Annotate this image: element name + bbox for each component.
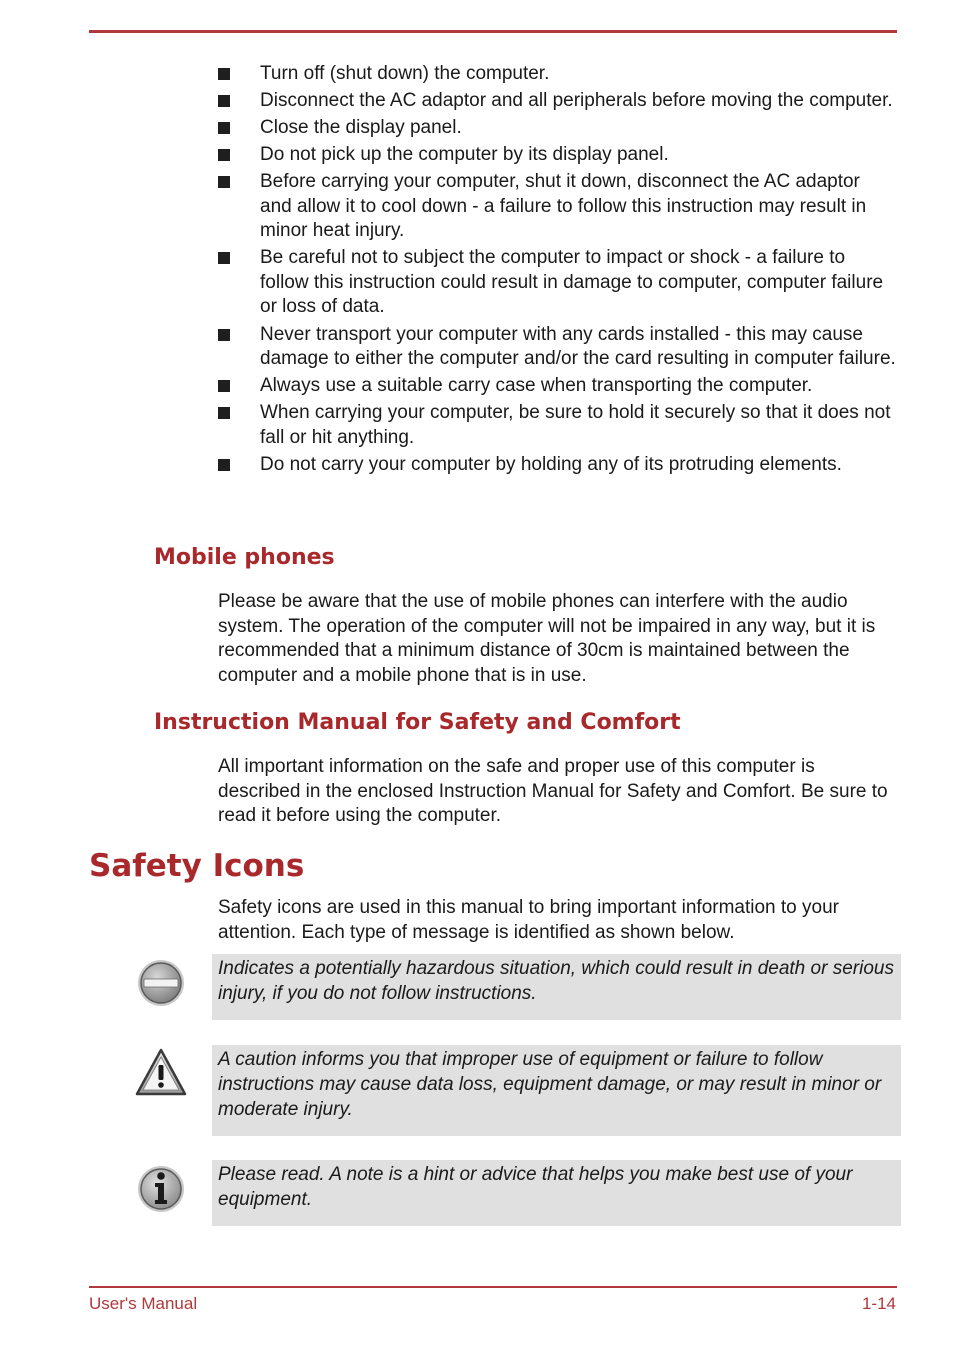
square-bullet-icon bbox=[218, 329, 230, 341]
list-item-text: Disconnect the AC adaptor and all peripherals before moving the computer. bbox=[260, 90, 893, 112]
square-bullet-icon bbox=[218, 459, 230, 471]
caution-notice-text: A caution informs you that improper use of equipment or failure to follow instructions may cause data loss, equipment damage, or may result in minor or moderate injury. bbox=[218, 1049, 882, 1120]
footer-title: User's Manual bbox=[89, 1294, 198, 1313]
caution-notice bbox=[212, 1045, 901, 1136]
list-item-text: Do not carry your computer by holding any of its protruding elements. bbox=[260, 453, 842, 475]
list-item-text: Before carrying your computer, shut it down, disconnect the AC adaptor and allow it to cool down - a failure to follow this instruction may result in minor heat injury. bbox=[260, 171, 867, 242]
bullet-list bbox=[216, 62, 896, 480]
square-bullet-icon bbox=[218, 252, 230, 264]
list-item-text: Close the display panel. bbox=[260, 117, 462, 139]
note-notice-text: Please read. A note is a hint or advice that helps you make best use of your equipment. bbox=[218, 1164, 853, 1210]
footer-rule bbox=[89, 1286, 897, 1288]
list-item bbox=[216, 246, 896, 320]
instruction-manual-paragraph: All important information on the safe and proper use of this computer is described in the enclosed Instruction Manual for Safety and Comfort. Be sure to read it before using the computer. bbox=[218, 756, 888, 826]
list-item-text: Always use a suitable carry case when transporting the computer. bbox=[260, 375, 813, 397]
square-bullet-icon bbox=[218, 407, 230, 419]
list-item bbox=[216, 143, 896, 168]
square-bullet-icon bbox=[218, 176, 230, 188]
list-item bbox=[216, 116, 896, 141]
list-item bbox=[216, 374, 896, 399]
list-item-text: Be careful not to subject the computer to impact or shock - a failure to follow this instruction could result in damage to computer, computer failure or loss of data. bbox=[260, 247, 884, 318]
page-number: 1-14 bbox=[861, 1294, 896, 1313]
list-item bbox=[216, 401, 896, 450]
square-bullet-icon bbox=[218, 149, 230, 161]
square-bullet-icon bbox=[218, 380, 230, 392]
caution-icon bbox=[134, 1046, 188, 1100]
square-bullet-icon bbox=[218, 122, 230, 134]
list-item bbox=[216, 89, 896, 114]
info-icon bbox=[134, 1161, 188, 1215]
mobile-phones-paragraph: Please be aware that the use of mobile phones can interfere with the audio system. The operation of the computer will not be impaired in any way, but it is recommended that a minimum distance of 30cm is maintained between the computer and a mobile phone that is in use. bbox=[218, 591, 876, 686]
header-rule bbox=[89, 30, 897, 33]
list-item-text: Turn off (shut down) the computer. bbox=[260, 63, 550, 84]
page-title: Safety Icons bbox=[89, 848, 305, 884]
section-heading-mobile-phones: Mobile phones bbox=[154, 545, 335, 570]
warning-notice-text: Indicates a potentially hazardous situation, which could result in death or serious injury, if you do not follow instructions. bbox=[218, 958, 894, 1004]
safety-icons-intro: Safety icons are used in this manual to bring important information to your attention. Each type of message is identified as shown below. bbox=[218, 897, 839, 943]
note-notice bbox=[212, 1160, 901, 1226]
list-item-text: Do not pick up the computer by its display panel. bbox=[260, 144, 669, 166]
list-item bbox=[216, 453, 896, 478]
list-item-text: Never transport your computer with any cards installed - this may cause damage to either the computer and/or the card resulting in computer failure. bbox=[260, 323, 896, 370]
square-bullet-icon bbox=[218, 68, 230, 80]
list-item bbox=[216, 323, 896, 372]
list-item-text: When carrying your computer, be sure to hold it securely so that it does not fall or hit anything. bbox=[260, 402, 891, 448]
warning-notice bbox=[212, 954, 901, 1020]
square-bullet-icon bbox=[218, 95, 230, 107]
list-item bbox=[216, 62, 896, 87]
prohibition-icon bbox=[134, 955, 188, 1009]
section-heading-instruction-manual: Instruction Manual for Safety and Comfort bbox=[154, 710, 681, 735]
list-item bbox=[216, 170, 896, 244]
